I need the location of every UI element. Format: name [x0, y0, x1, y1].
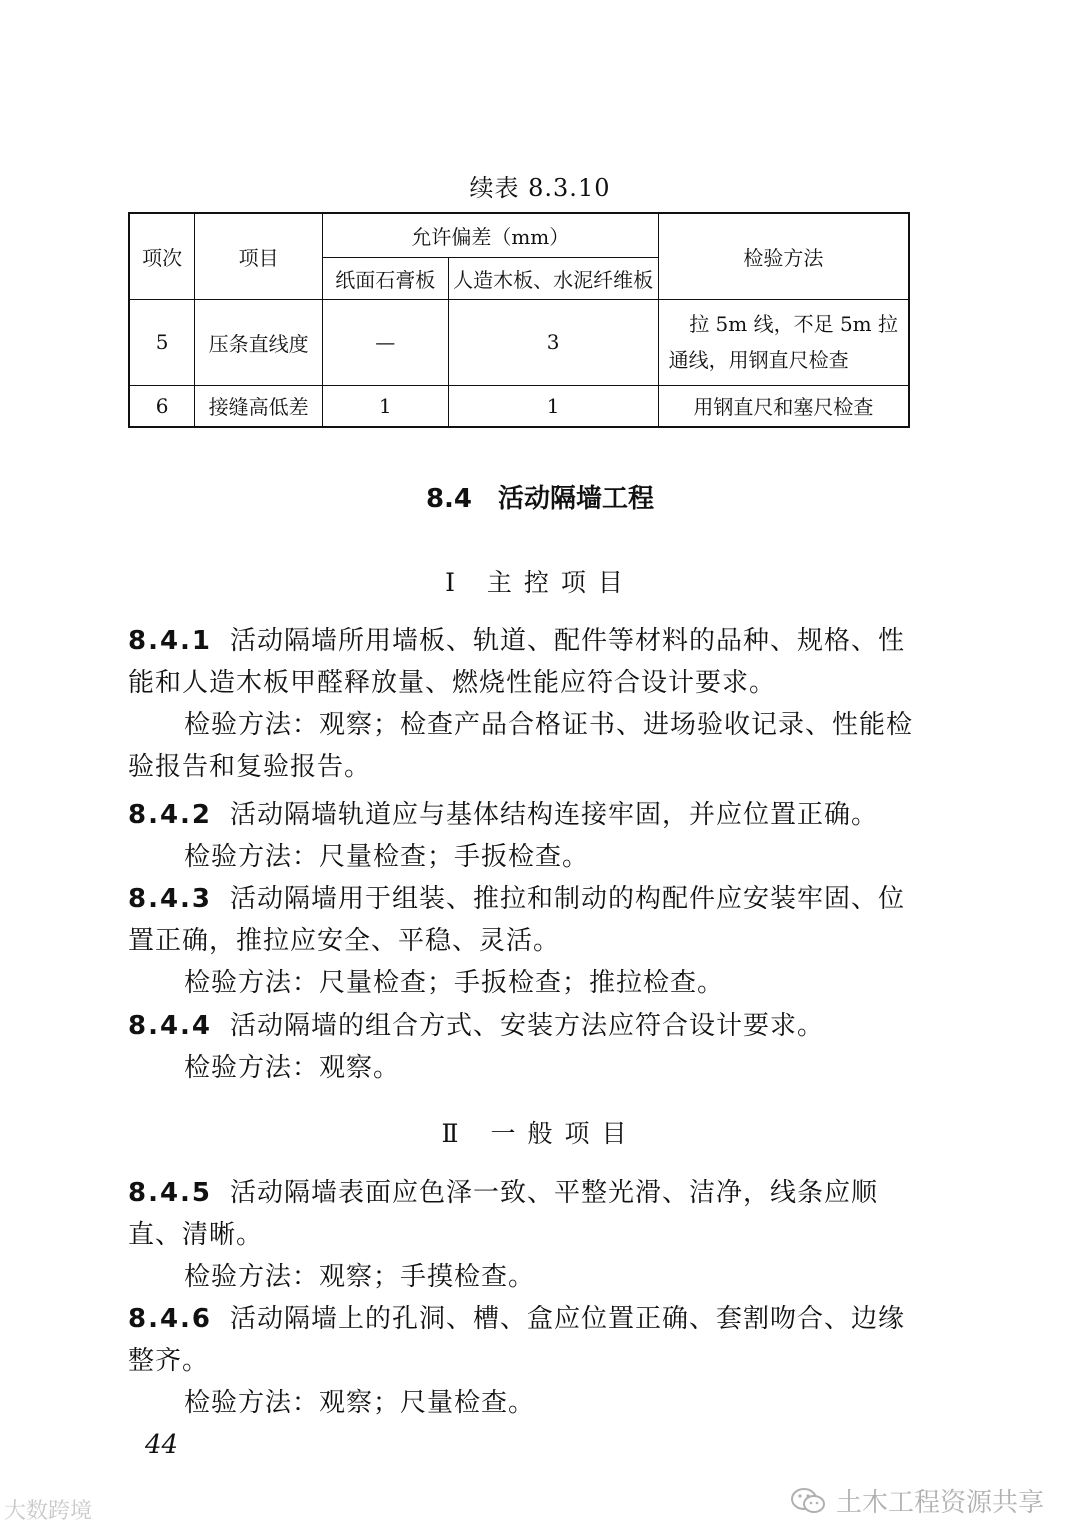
table-row: [129, 299, 909, 385]
row5-method-line2: 通线，用钢直尺检查: [668, 348, 849, 372]
clause-method: 检验方法：观察；尺量检查。: [184, 1388, 536, 1418]
row6-gypsum: 1: [322, 385, 448, 427]
row5-method-line1: 拉 5m 线，不足 5m 拉: [689, 312, 898, 336]
clause-method: 检验方法：观察。: [184, 1053, 401, 1083]
header-index: 项次: [129, 213, 195, 299]
header-item: 项目: [195, 213, 323, 299]
clause-method: 检验方法：观察；检查产品合格证书、进场验收记录、性能检验报告和复验报告。: [128, 710, 914, 782]
header-sub-gypsum: 纸面石膏板: [322, 257, 448, 299]
row5-item: 压条直线度: [195, 299, 323, 385]
clause-method: 检验方法：观察；手摸检查。: [184, 1262, 536, 1292]
table-row: [129, 385, 909, 427]
tolerance-table: [128, 212, 910, 428]
row5-wood: 3: [448, 299, 658, 385]
watermark-left: [4, 1494, 92, 1525]
clause-number: 8.4.4: [128, 1011, 213, 1041]
clause-number: 8.4.1: [128, 626, 213, 656]
clause-8-4-5: [128, 1172, 918, 1298]
page-number: 44: [145, 1430, 179, 1460]
clause-8-4-1: [128, 620, 918, 788]
clause-8-4-2: [128, 794, 918, 878]
row6-wood: 1: [448, 385, 658, 427]
clause-text: 活动隔墙上的孔洞、槽、盒应位置正确、套割吻合、边缘整齐。: [128, 1304, 906, 1376]
clause-text: 活动隔墙的组合方式、安装方法应符合设计要求。: [230, 1011, 825, 1041]
subsection-general: Ⅱ 一般项目: [441, 1119, 639, 1148]
header-method: 检验方法: [658, 213, 909, 299]
clause-text: 活动隔墙所用墙板、轨道、配件等材料的品种、规格、性能和人造木板甲醛释放量、燃烧性能应符合设计要求。: [128, 626, 906, 698]
clause-text: 活动隔墙表面应色泽一致、平整光滑、洁净，线条应顺直、清晰。: [128, 1178, 879, 1250]
clause-method: 检验方法：尺量检查；手扳检查。: [184, 842, 590, 872]
row5-method: [658, 299, 909, 385]
row6-method: 用钢直尺和塞尺检查: [658, 385, 909, 427]
row6-item: 接缝高低差: [195, 385, 323, 427]
clause-8-4-4: [128, 1005, 918, 1089]
row5-gypsum: —: [322, 299, 448, 385]
wechat-icon: [790, 1487, 826, 1515]
header-tolerance: 允许偏差（mm）: [322, 213, 658, 257]
clause-number: 8.4.2: [128, 800, 213, 830]
subsection-main-control: Ⅰ 主控项目: [445, 568, 635, 597]
clause-number: 8.4.5: [128, 1178, 213, 1208]
section-title: 8.4 活动隔墙工程: [425, 484, 655, 514]
clause-number: 8.4.6: [128, 1304, 213, 1334]
clause-text: 活动隔墙用于组装、推拉和制动的构配件应安装牢固、位置正确，推拉应安全、平稳、灵活。: [128, 884, 906, 956]
clause-number: 8.4.3: [128, 884, 213, 914]
clause-8-4-3: [128, 878, 918, 1004]
watermark-left-text: 大数跨境: [4, 1499, 93, 1524]
clause-method: 检验方法：尺量检查；手扳检查；推拉检查。: [184, 968, 725, 998]
header-sub-wood: 人造木板、水泥纤维板: [448, 257, 658, 299]
row5-index: 5: [129, 299, 195, 385]
clause-8-4-6: [128, 1298, 918, 1424]
table-caption: 续表 8.3.10: [469, 174, 611, 202]
clause-text: 活动隔墙轨道应与基体结构连接牢固，并应位置正确。: [230, 800, 879, 830]
row6-index: 6: [129, 385, 195, 427]
watermark-right: [790, 1482, 1044, 1519]
watermark-right-text: 土木工程资源共享: [835, 1488, 1044, 1518]
